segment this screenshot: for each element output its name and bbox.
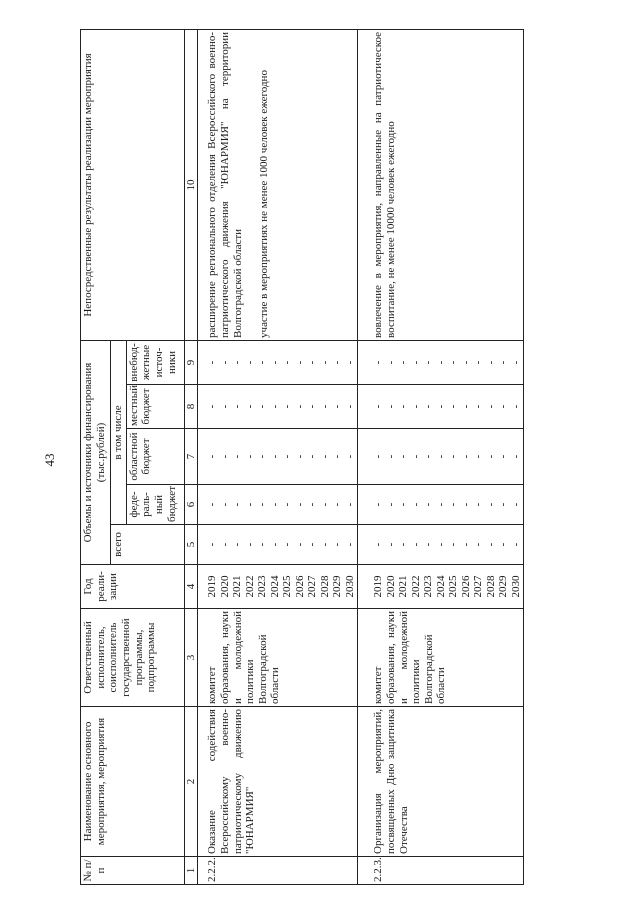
funding-value: -	[409, 542, 422, 547]
funding-value: -	[256, 360, 269, 365]
funding-value: -	[231, 502, 244, 507]
funding-value: -	[231, 360, 244, 365]
funding-value: -	[306, 360, 319, 365]
funding-value: -	[281, 542, 294, 547]
funding-value: -	[472, 404, 485, 409]
funding-value: -	[484, 454, 497, 459]
funding-value: -	[206, 502, 219, 507]
funding-value: -	[372, 360, 385, 365]
funding-value: -	[331, 454, 344, 459]
funding-value: -	[434, 360, 447, 365]
funding-value: -	[434, 454, 447, 459]
year-value: 2024	[268, 575, 281, 598]
funding-value: -	[243, 542, 256, 547]
funding-value: -	[447, 454, 460, 459]
row-num: 2.2.3.	[358, 857, 524, 885]
year-value: 2030	[343, 575, 356, 598]
funding-value: -	[372, 454, 385, 459]
funding-value: -	[293, 404, 306, 409]
result-text: расширение регионального отделения Всероссийского военно-патриотического движения "ЮНАРМИЯ" на территории Волгоградской области	[206, 31, 244, 338]
funding-value: -	[409, 454, 422, 459]
funding-value: -	[218, 454, 231, 459]
funding-cell	[358, 385, 524, 429]
funding-value: -	[472, 502, 485, 507]
header-responsible: Ответственный исполнитель, соисполнитель государственной программы, подпрограммы	[81, 609, 185, 707]
funding-value: -	[318, 404, 331, 409]
row-name: Оказание содействия Всероссийскому военно-патриотическому движению "ЮНАРМИЯ"	[198, 707, 358, 857]
year-value: 2023	[422, 575, 435, 598]
funding-value: -	[318, 454, 331, 459]
year-value: 2028	[318, 575, 331, 598]
year-value: 2022	[243, 575, 256, 598]
funding-value: -	[206, 404, 219, 409]
funding-value: -	[397, 404, 410, 409]
funding-value: -	[343, 454, 356, 459]
year-value: 2019	[206, 575, 219, 598]
year-value: 2029	[331, 575, 344, 598]
year-value: 2020	[218, 575, 231, 598]
funding-value: -	[459, 502, 472, 507]
year-value: 2019	[372, 575, 385, 598]
col-number: 7	[184, 429, 198, 485]
funding-value: -	[497, 454, 510, 459]
col-number: 5	[184, 525, 198, 565]
funding-value: -	[447, 404, 460, 409]
funding-value: -	[484, 502, 497, 507]
funding-value: -	[306, 454, 319, 459]
funding-value: -	[447, 502, 460, 507]
funding-value: -	[497, 542, 510, 547]
funding-value: -	[472, 454, 485, 459]
funding-value: -	[409, 360, 422, 365]
funding-value: -	[268, 360, 281, 365]
funding-value: -	[243, 454, 256, 459]
funding-value: -	[206, 454, 219, 459]
funding-cell	[198, 385, 358, 429]
funding-value: -	[281, 454, 294, 459]
funding-value: -	[343, 502, 356, 507]
result-text: вовлечение в мероприятия, направленные на патриотическое воспитание, не менее 10000 человек ежегодно	[372, 31, 397, 338]
row-num: 2.2.2.	[198, 857, 358, 885]
column-numbers-row	[184, 29, 198, 884]
funding-cell	[358, 340, 524, 384]
year-value: 2030	[509, 575, 522, 598]
funding-value: -	[509, 502, 522, 507]
funding-value: -	[256, 542, 269, 547]
header-num: № п/п	[81, 857, 185, 885]
funding-value: -	[459, 454, 472, 459]
funding-value: -	[372, 542, 385, 547]
funding-value: -	[434, 404, 447, 409]
funding-value: -	[268, 502, 281, 507]
col-number: 8	[184, 385, 198, 429]
funding-value: -	[372, 404, 385, 409]
year-value: 2029	[497, 575, 510, 598]
col-number: 6	[184, 485, 198, 525]
funding-value: -	[331, 542, 344, 547]
funding-value: -	[447, 542, 460, 547]
funding-value: -	[318, 360, 331, 365]
year-value: 2026	[459, 575, 472, 598]
funding-value: -	[331, 404, 344, 409]
funding-value: -	[422, 360, 435, 365]
funding-value: -	[384, 542, 397, 547]
funding-value: -	[243, 404, 256, 409]
funding-value: -	[231, 454, 244, 459]
year-value: 2027	[306, 575, 319, 598]
funding-value: -	[509, 360, 522, 365]
funding-value: -	[459, 404, 472, 409]
row-years	[198, 565, 358, 609]
funding-value: -	[472, 360, 485, 365]
col-number: 2	[184, 707, 198, 857]
funding-value: -	[384, 404, 397, 409]
funding-value: -	[343, 542, 356, 547]
year-value: 2027	[472, 575, 485, 598]
funding-value: -	[509, 542, 522, 547]
funding-value: -	[206, 542, 219, 547]
funding-value: -	[256, 404, 269, 409]
funding-value: -	[447, 360, 460, 365]
table-row	[358, 29, 524, 884]
funding-value: -	[293, 542, 306, 547]
header-including: в том числе	[111, 340, 127, 524]
header-financing: Объемы и источники финансирования (тыс.рублей)	[81, 340, 111, 564]
funding-cell	[198, 485, 358, 525]
col-number: 3	[184, 609, 198, 707]
funding-value: -	[509, 404, 522, 409]
funding-value: -	[206, 360, 219, 365]
funding-cell	[358, 485, 524, 525]
funding-value: -	[306, 542, 319, 547]
funding-value: -	[422, 454, 435, 459]
funding-value: -	[343, 360, 356, 365]
row-name: Организация мероприятий, посвященных Дню защитника Отечества	[358, 707, 524, 857]
funding-value: -	[256, 454, 269, 459]
header-name: Наименование основного мероприятия, мероприятия	[81, 707, 185, 857]
rotated-page	[80, 30, 640, 885]
row-result	[358, 29, 524, 340]
year-value: 2026	[293, 575, 306, 598]
funding-value: -	[434, 502, 447, 507]
funding-value: -	[397, 542, 410, 547]
funding-value: -	[397, 360, 410, 365]
funding-value: -	[243, 502, 256, 507]
funding-value: -	[422, 502, 435, 507]
funding-value: -	[384, 360, 397, 365]
funding-value: -	[281, 502, 294, 507]
funding-value: -	[372, 502, 385, 507]
funding-value: -	[459, 542, 472, 547]
header-local: местный бюджет	[126, 385, 184, 429]
funding-value: -	[397, 454, 410, 459]
funding-cell	[198, 340, 358, 384]
funding-value: -	[472, 542, 485, 547]
funding-value: -	[268, 542, 281, 547]
table-body	[198, 29, 524, 884]
year-value: 2024	[434, 575, 447, 598]
funding-cell	[198, 429, 358, 485]
funding-value: -	[384, 502, 397, 507]
funding-value: -	[318, 542, 331, 547]
funding-value: -	[231, 404, 244, 409]
funding-value: -	[293, 502, 306, 507]
header-year: Год реали-зации	[81, 565, 185, 609]
program-table	[80, 29, 524, 885]
funding-value: -	[218, 542, 231, 547]
funding-value: -	[281, 360, 294, 365]
page-number: 43	[42, 453, 57, 467]
header-extra: внебюд-жетные источ-ники	[126, 340, 184, 384]
row-responsible: комитет образования, науки и молодежной политики Волгоградской области	[358, 609, 524, 707]
spacer	[244, 32, 258, 338]
funding-value: -	[306, 502, 319, 507]
row-responsible: комитет образования, науки и молодежной политики Волгоградской области	[198, 609, 358, 707]
funding-value: -	[218, 360, 231, 365]
funding-value: -	[509, 454, 522, 459]
row-result	[198, 29, 358, 340]
funding-value: -	[397, 502, 410, 507]
funding-value: -	[434, 542, 447, 547]
funding-value: -	[218, 404, 231, 409]
landscape-sheet	[80, 30, 640, 885]
funding-value: -	[256, 502, 269, 507]
table-row	[198, 29, 358, 884]
year-value: 2021	[231, 575, 244, 598]
funding-value: -	[484, 360, 497, 365]
funding-cell	[198, 525, 358, 565]
funding-value: -	[268, 454, 281, 459]
funding-value: -	[318, 502, 331, 507]
funding-value: -	[497, 360, 510, 365]
funding-value: -	[422, 404, 435, 409]
year-value: 2021	[397, 575, 410, 598]
funding-value: -	[293, 360, 306, 365]
header-federal: феде-раль-ный бюджет	[126, 485, 184, 525]
col-number: 10	[184, 29, 198, 340]
funding-value: -	[497, 502, 510, 507]
funding-value: -	[306, 404, 319, 409]
header-total: всего	[111, 525, 185, 565]
funding-value: -	[218, 502, 231, 507]
year-value: 2028	[484, 575, 497, 598]
funding-value: -	[459, 360, 472, 365]
year-value: 2025	[447, 575, 460, 598]
funding-value: -	[331, 360, 344, 365]
funding-cell	[358, 525, 524, 565]
funding-value: -	[281, 404, 294, 409]
year-value: 2025	[281, 575, 294, 598]
col-number: 1	[184, 857, 198, 885]
funding-value: -	[409, 404, 422, 409]
result-text: участие в мероприятиях не менее 1000 человек ежегодно	[258, 70, 271, 338]
funding-value: -	[268, 404, 281, 409]
funding-value: -	[243, 360, 256, 365]
year-value: 2023	[256, 575, 269, 598]
funding-value: -	[409, 502, 422, 507]
col-number: 4	[184, 565, 198, 609]
col-number: 9	[184, 340, 198, 384]
funding-value: -	[343, 404, 356, 409]
funding-value: -	[497, 404, 510, 409]
header-result: Непосредственные результаты реализации мероприятия	[81, 29, 185, 340]
header-regional: областной бюджет	[126, 429, 184, 485]
funding-value: -	[384, 454, 397, 459]
funding-value: -	[484, 404, 497, 409]
funding-value: -	[484, 542, 497, 547]
funding-value: -	[293, 454, 306, 459]
funding-value: -	[331, 502, 344, 507]
funding-value: -	[231, 542, 244, 547]
funding-cell	[358, 429, 524, 485]
funding-value: -	[422, 542, 435, 547]
year-value: 2020	[384, 575, 397, 598]
row-years	[358, 565, 524, 609]
year-value: 2022	[409, 575, 422, 598]
